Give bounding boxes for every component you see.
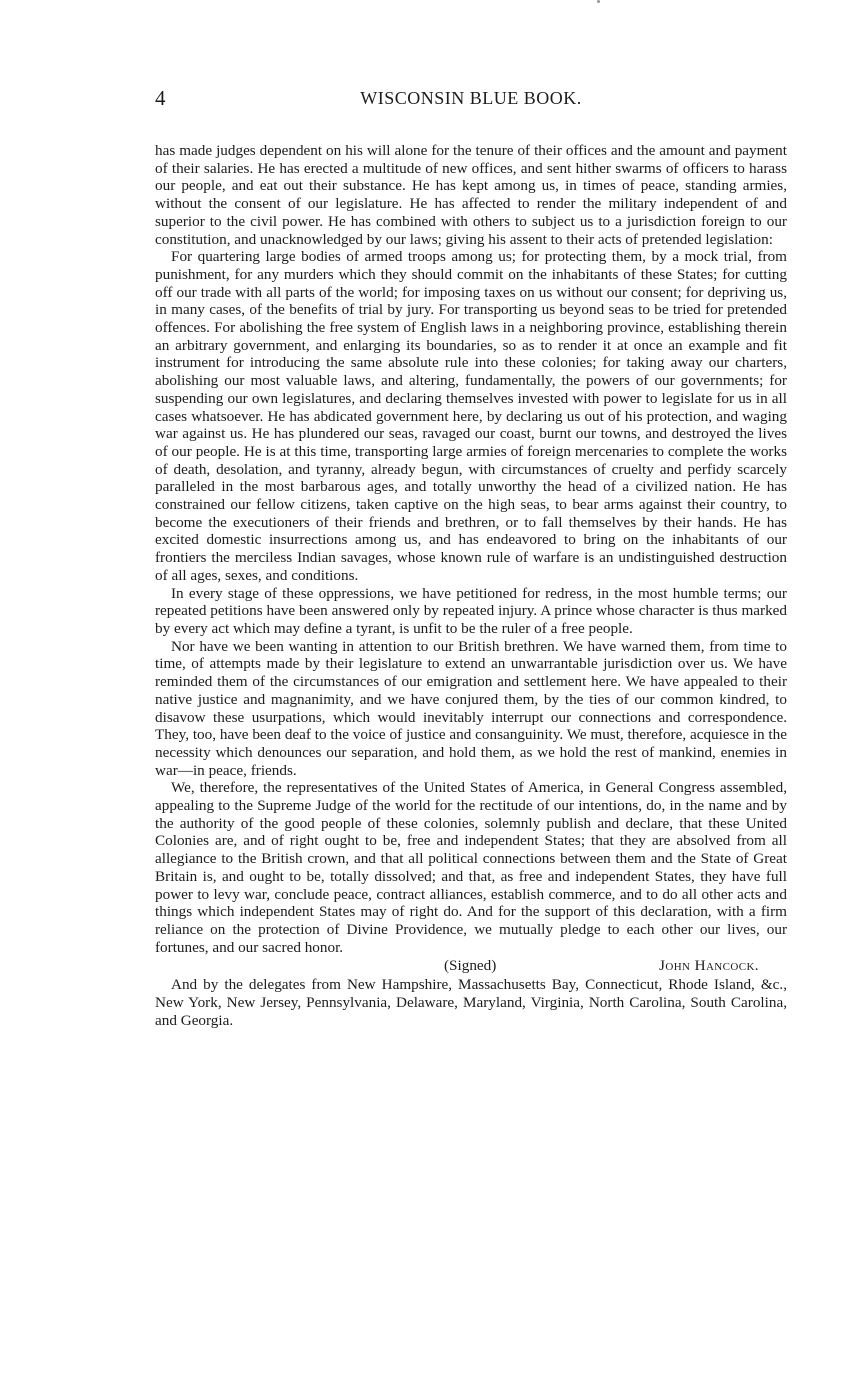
signer-name: John Hancock. <box>659 957 759 975</box>
signature-line <box>155 956 787 976</box>
paragraph-declaration: We, therefore, the representatives of the United States of America, in General Congress assembled, appealing to the Supreme Judge of the world for the rectitude of our intentions, do, in the name and by the authority of the good people of these colonies, solemnly publish and declare, that these United Colonies are, and of right ought to be, free and independent States; that they are absolved from all allegiance to the British crown, and that all political connections between them and the State of Great Britain is, and ought to be, totally dissolved; and that, as free and independent States, they have full power to levy war, conclude peace, contract alliances, establish commerce, and to do all other acts and things which independent States may of right do. And for the support of this declaration, with a firm reliance on the protection of Divine Providence, we mutually pledge to each other our lives, our fortunes, and our sacred honor. <box>155 779 787 956</box>
page-number: 4 <box>155 86 166 110</box>
signed-label: (Signed) <box>444 957 497 975</box>
paragraph-enumerated-acts: For quartering large bodies of armed troops among us; for protecting them, by a mock trial, from punishment, for any murders which they should commit on the inhabitants of these States; for cutting off our trade with all parts of the world; for imposing taxes on us without our consent; for depriving us, in many cases, of the benefits of trial by jury. For transporting us beyond seas to be tried for pretended offences. For abolishing the free system of English laws in a neighboring province, establishing therein an arbitrary government, and enlarging its boundaries, so as to render it at once an example and fit instrument for introducing the same absolute rule into these colonies; for taking away our charters, abolishing our most valuable laws, and altering, fundamentally, the powers of our governments; for suspending our own legislatures, and declaring themselves invested with power to legislate for us in all cases whatsoever. He has abdicated government here, by declaring us out of his protection, and waging war against us. He has plundered our seas, ravaged our coast, burnt our towns, and destroyed the lives of our people. He is at this time, transporting large armies of foreign mercenaries to complete the works of death, desolation, and tyranny, already begun, with circumstances of cruelty and perfidy scarcely paralleled in the most barbarous ages, and totally unworthy the head of a civilized nation. He has constrained our fellow citizens, taken captive on the high seas, to bear arms against their country, to become the executioners of their friends and brethren, or to fall themselves by their hands. He has excited domestic insurrections among us, and has endeavored to bring on the inhabitants of our frontiers the merciless Indian savages, whose known rule of warfare is an undistinguished destruction of all ages, sexes, and conditions. <box>155 248 787 584</box>
paragraph-british-brethren: Nor have we been wanting in attention to our British brethren. We have warned them, from time to time, of attempts made by their legislature to extend an unwarrantable jurisdiction over us. We have reminded them of the circumstances of our emigration and settlement here. We have appealed to their native justice and magnanimity, and we have conjured them, by the ties of our common kindred, to disavow these usurpations, which would inevitably interrupt our connections and correspondence. They, too, have been deaf to the voice of justice and consanguinity. We must, therefore, acquiesce in the necessity which denounces our separation, and hold them, as we hold the rest of mankind, enemies in war—in peace, friends. <box>155 637 787 779</box>
page-header <box>155 86 787 116</box>
paragraph-grievances-continued: has made judges dependent on his will alone for the tenure of their offices and the amount and payment of their salaries. He has erected a multitude of new offices, and sent hither swarms of officers to harass our people, and eat out their substance. He has kept among us, in times of peace, standing armies, without the consent of our legislature. He has affected to render the military independent of and superior to the civil power. He has combined with others to subject us to a jurisdiction foreign to our constitution, and unacknowledged by our laws; giving his assent to their acts of pretended legislation: <box>155 142 787 248</box>
paragraph-delegates: And by the delegates from New Hampshire, Massachusetts Bay, Connecticut, Rhode Island, &c., New York, New Jersey, Pennsylvania, Delaware, Maryland, Virginia, North Carolina, South Carolina, and Georgia. <box>155 976 787 1029</box>
body-text <box>155 142 787 1029</box>
scan-mark <box>597 0 600 3</box>
paragraph-petitions: In every stage of these oppressions, we have petitioned for redress, in the most humble terms; our repeated petitions have been answered only by repeated injury. A prince whose character is thus marked by every act which may define a tyrant, is unfit to be the ruler of a free people. <box>155 584 787 637</box>
running-title: WISCONSIN BLUE BOOK. <box>360 88 582 108</box>
